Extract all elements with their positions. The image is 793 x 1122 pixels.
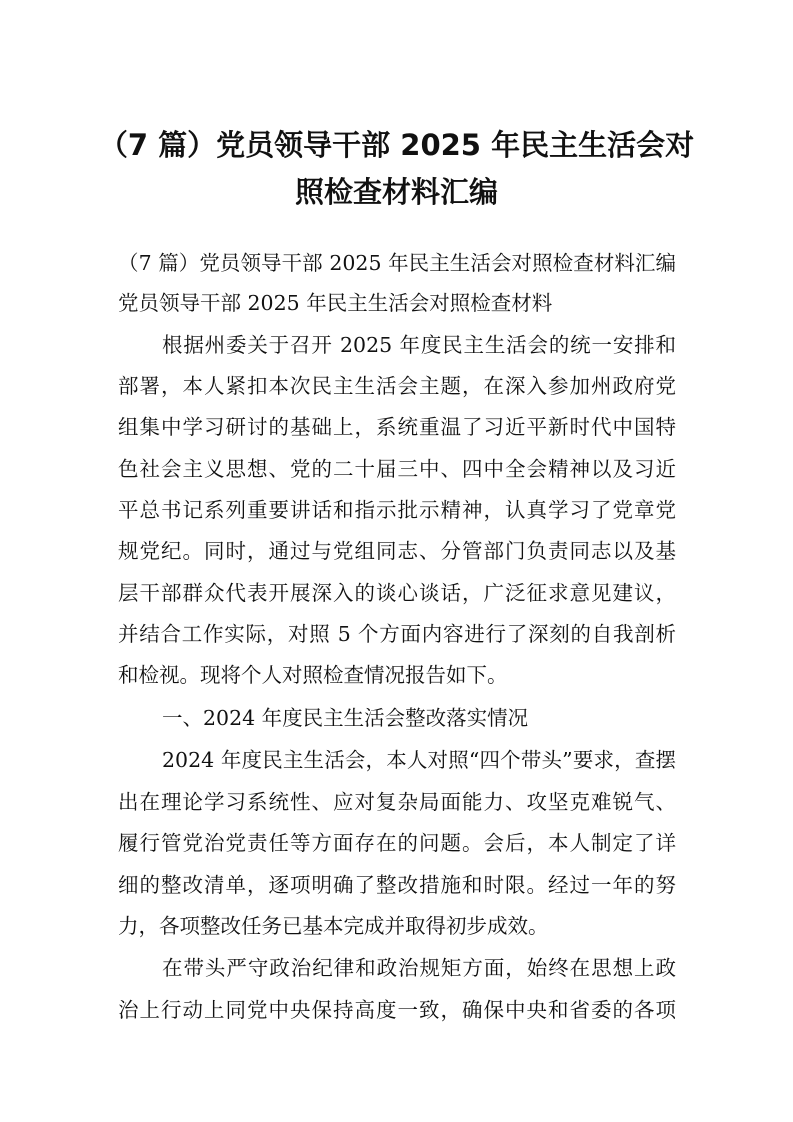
text-line: 党员领导干部 2025 年民主生活会对照检查材料	[118, 291, 553, 315]
text-line: 部署，本人紧扣本次民主生活会主题，在深入参加州政府党	[118, 374, 676, 398]
text-line: 2024 年度民主生活会，本人对照“四个带头”要求，查摆	[162, 748, 676, 772]
text-line: 并结合工作实际，对照 5 个方面内容进行了深刻的自我剖析	[118, 622, 676, 646]
text-line: 和检视。现将个人对照检查情况报告如下。	[118, 663, 508, 687]
text-line: 平总书记系列重要讲话和指示批示精神，认真学习了党章党	[118, 498, 676, 522]
text-line: 色社会主义思想、党的二十届三中、四中全会精神以及习近	[118, 457, 676, 481]
text-line: 规党纪。同时，通过与党组同志、分管部门负责同志以及基	[118, 539, 676, 563]
text-line: 层干部群众代表开展深入的谈心谈话，广泛征求意见建议，	[118, 581, 676, 605]
document-title-line-1: （7 篇）党员领导干部 2025 年民主生活会对	[98, 128, 695, 162]
text-line: 治上行动上同党中央保持高度一致，确保中央和省委的各项	[118, 998, 676, 1022]
text-line: 出在理论学习系统性、应对复杂局面能力、攻坚克难锐气、	[118, 790, 676, 814]
text-line: 履行管党治党责任等方面存在的问题。会后，本人制定了详	[118, 831, 676, 855]
text-line: 根据州委关于召开 2025 年度民主生活会的统一安排和	[162, 333, 676, 357]
text-line: 细的整改清单，逐项明确了整改措施和时限。经过一年的努	[118, 873, 676, 897]
text-line: 力，各项整改任务已基本完成并取得初步成效。	[118, 914, 549, 938]
text-line: 组集中学习研讨的基础上，系统重温了习近平新时代中国特	[118, 415, 676, 439]
text-line: （7 篇）党员领导干部 2025 年民主生活会对照检查材料汇编	[118, 251, 676, 275]
text-line: 一、2024 年度民主生活会整改落实情况	[162, 706, 529, 730]
text-line: 在带头严守政治纪律和政治规矩方面，始终在思想上政	[162, 956, 676, 980]
document-title-line-2: 照检查材料汇编	[294, 175, 498, 209]
